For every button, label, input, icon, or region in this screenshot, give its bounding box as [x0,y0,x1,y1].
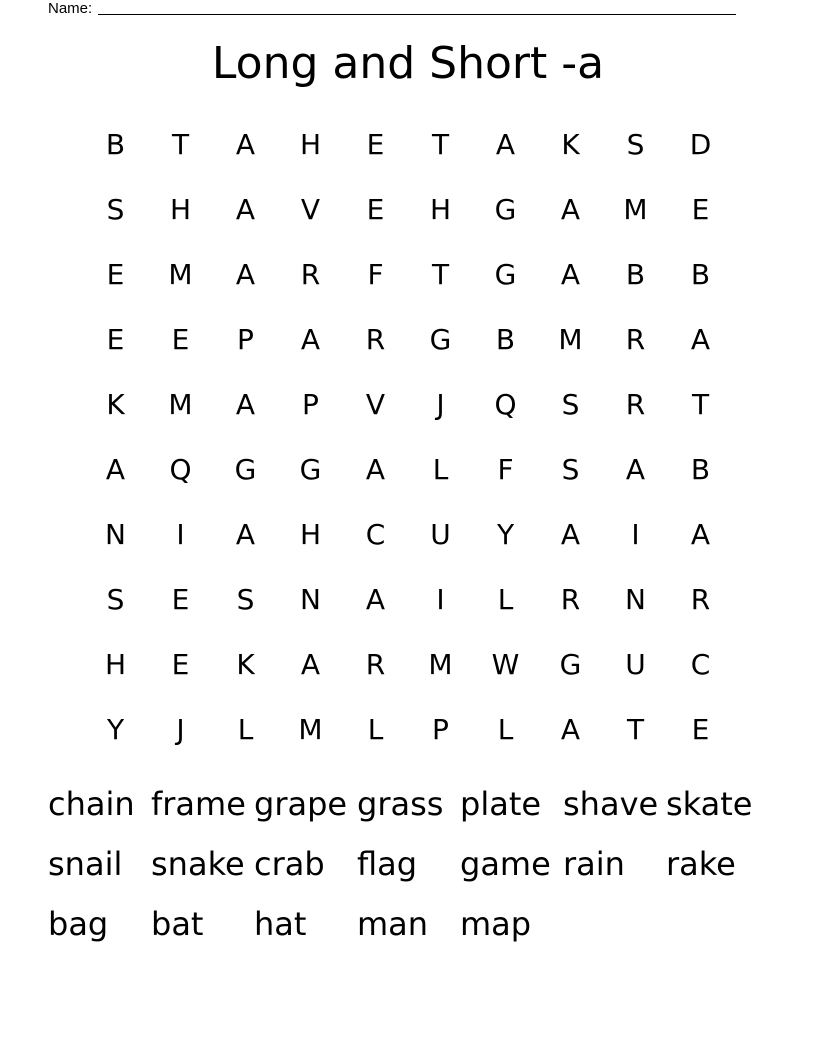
word-list-item: chain [48,785,135,823]
grid-letter: D [689,128,712,161]
grid-letter: R [625,388,646,421]
grid-letter: E [691,713,710,746]
grid-letter: P [302,388,319,421]
grid-letter: A [235,128,256,161]
grid-letter: U [625,648,646,681]
name-blank-line [98,14,736,15]
word-list [48,774,776,954]
grid-letter: K [106,388,125,421]
word-list-item: map [460,905,532,943]
grid-letter: K [561,128,580,161]
grid-letter: B [690,453,711,486]
grid-letter: A [690,518,711,551]
grid-letter: L [497,583,514,616]
grid-letter: C [365,518,386,551]
name-label: Name: [48,0,93,17]
grid-letter: B [625,258,646,291]
grid-letter: W [491,648,520,681]
grid-letter: T [171,128,190,161]
grid-letter: Q [169,453,192,486]
grid-letter: G [494,193,517,226]
grid-letter: R [365,648,386,681]
word-list-item: game [460,845,551,883]
grid-letter: S [626,128,645,161]
word-list-item: man [357,905,429,943]
grid-letter: A [560,713,581,746]
grid-letter: L [497,713,514,746]
grid-letter: A [235,518,256,551]
grid-letter: L [237,713,254,746]
grid-letter: A [690,323,711,356]
grid-letter: E [106,323,125,356]
grid-letter: M [558,323,583,356]
grid-letter: Q [494,388,517,421]
grid-letter: H [169,193,192,226]
grid-letter: P [237,323,254,356]
grid-letter: M [623,193,648,226]
grid-letter: E [366,128,385,161]
grid-letter: I [176,518,185,551]
grid-letter: A [560,193,581,226]
grid-letter: A [300,648,321,681]
grid-letter: Y [496,518,515,551]
grid-letter: A [365,453,386,486]
word-list-item: grass [357,785,444,823]
grid-letter: R [625,323,646,356]
grid-letter: H [429,193,452,226]
grid-letter: V [365,388,386,421]
grid-letter: F [367,258,384,291]
grid-letter: U [430,518,451,551]
word-list-item: snake [151,845,245,883]
word-list-item: rain [563,845,625,883]
word-list-item: bag [48,905,109,943]
word-list-item: skate [666,785,753,823]
grid-letter: B [105,128,126,161]
grid-letter: M [168,258,193,291]
grid-letter: S [561,388,580,421]
grid-letter: R [365,323,386,356]
grid-letter: B [690,258,711,291]
grid-letter: A [560,258,581,291]
grid-letter: M [168,388,193,421]
grid-letter: G [234,453,257,486]
grid-letter: P [432,713,449,746]
grid-letter: Y [106,713,125,746]
letter-grid [83,112,733,762]
grid-letter: H [299,518,322,551]
grid-letter: A [365,583,386,616]
grid-letter: N [105,518,126,551]
word-list-item: snail [48,845,123,883]
word-list-item: shave [563,785,659,823]
grid-letter: E [106,258,125,291]
grid-letter: G [429,323,452,356]
grid-letter: T [431,258,450,291]
grid-letter: A [235,258,256,291]
word-list-item: plate [460,785,542,823]
grid-letter: E [691,193,710,226]
grid-letter: G [559,648,582,681]
grid-letter: R [690,583,711,616]
word-list-item: bat [151,905,204,943]
word-list-item: grape [254,785,348,823]
grid-letter: L [432,453,449,486]
word-list-item: flag [357,845,418,883]
grid-letter: V [300,193,321,226]
grid-letter: L [367,713,384,746]
grid-letter: S [106,583,125,616]
grid-letter: S [561,453,580,486]
grid-letter: F [497,453,514,486]
page-title: Long and Short -a [211,38,605,89]
grid-letter: A [105,453,126,486]
grid-letter: N [300,583,321,616]
grid-letter: A [235,193,256,226]
grid-letter: J [436,388,445,421]
grid-letter: H [299,128,322,161]
grid-letter: R [300,258,321,291]
grid-letter: H [104,648,127,681]
grid-letter: E [171,583,190,616]
grid-letter: G [299,453,322,486]
grid-letter: A [560,518,581,551]
grid-letter: N [625,583,646,616]
grid-letter: B [495,323,516,356]
word-list-item: hat [254,905,307,943]
grid-letter: E [171,648,190,681]
name-field [48,0,748,18]
grid-letter: G [494,258,517,291]
grid-letter: T [691,388,710,421]
grid-letter: A [625,453,646,486]
grid-letter: C [690,648,711,681]
grid-letter: I [631,518,640,551]
grid-letter: A [495,128,516,161]
grid-letter: S [236,583,255,616]
word-list-item: crab [254,845,325,883]
grid-letter: A [300,323,321,356]
grid-letter: I [436,583,445,616]
grid-letter: E [366,193,385,226]
grid-letter: A [235,388,256,421]
grid-letter: M [428,648,453,681]
grid-letter: T [431,128,450,161]
word-list-item: rake [666,845,736,883]
grid-letter: M [298,713,323,746]
grid-letter: K [236,648,255,681]
grid-letter: E [171,323,190,356]
grid-letter: R [560,583,581,616]
grid-letter: S [106,193,125,226]
grid-letter: J [176,713,185,746]
grid-letter: T [626,713,645,746]
word-list-item: frame [151,785,246,823]
